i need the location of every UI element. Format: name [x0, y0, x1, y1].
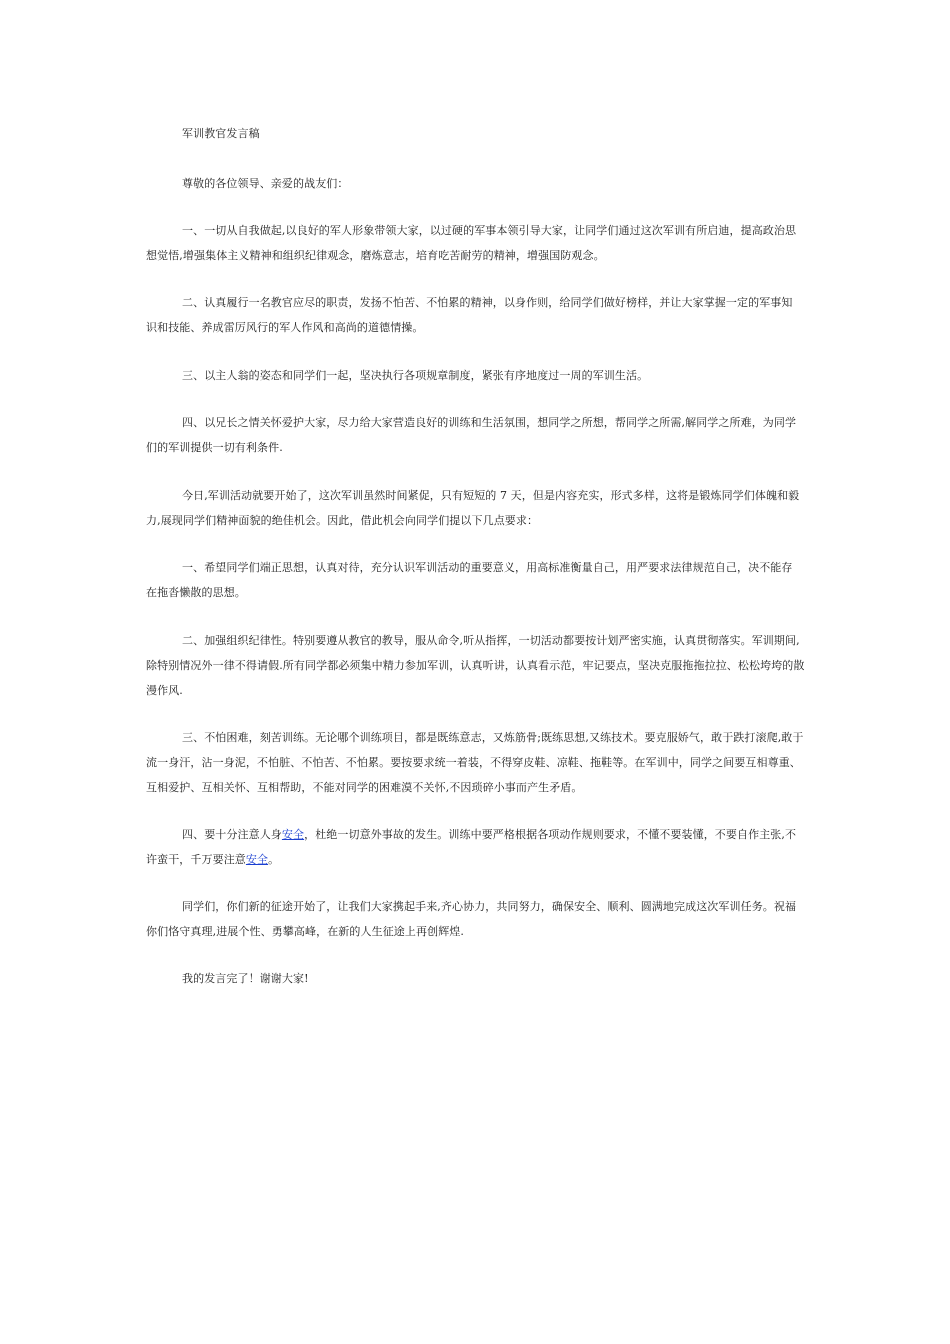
paragraph-7-line-2: 除特别情况外一律不得请假.所有同学都必须集中精力参加军训，认真听讲，认真看示范，牢记要点，坚决克服拖拖拉拉、松松垮垮的散	[146, 659, 805, 672]
paragraph-8-line-1: 三、不怕困难，刻苦训练。无论哪个训练项目，都是既练意志，又炼筋骨;既练思想,又练技术。要克服娇气，敢于跌打滚爬,敢于	[182, 731, 804, 744]
paragraph-9-text-c: 许蛮干，千万要注意	[146, 853, 246, 866]
paragraph-9-text-d: 。	[268, 853, 280, 866]
safety-link-2[interactable]: 安全	[245, 853, 269, 866]
paragraph-4-line-1: 四、以兄长之情关怀爱护大家，尽力给大家营造良好的训练和生活氛围，想同学之所想，帮同学之所需,解同学之所难，为同学	[182, 416, 797, 429]
paragraph-5-line-2: 力,展现同学们精神面貌的绝佳机会。因此，借此机会向同学们提以下几点要求：	[146, 514, 539, 527]
closing-line: 我的发言完了！谢谢大家!	[182, 972, 309, 985]
document-title: 军训教官发言稿	[182, 127, 260, 140]
paragraph-10-line-1: 同学们，你们新的征途开始了，让我们大家携起手来,齐心协力，共同努力，确保安全、顺利、圆满地完成这次军训任务。祝福	[182, 900, 797, 913]
paragraph-8-line-3: 互相爱护、互相关怀、互相帮助，不能对同学的困难漠不关怀,不因琐碎小事而产生矛盾。	[146, 781, 583, 794]
greeting: 尊敬的各位领导、亲爱的战友们：	[182, 177, 349, 190]
paragraph-6-line-2: 在拖沓懒散的思想。	[146, 586, 246, 599]
safety-link[interactable]: 安全	[281, 828, 305, 841]
paragraph-1-line-1: 一、一切从自我做起,以良好的军人形象带领大家，以过硬的军事本领引导大家，让同学们通过这次军训有所启迪，提高政治思	[182, 224, 797, 237]
paragraph-10-line-2: 你们恪守真理,进展个性、勇攀高峰，在新的人生征途上再创辉煌.	[146, 925, 464, 938]
paragraph-9-text-a: 四、要十分注意人身	[182, 828, 282, 841]
paragraph-6-line-1: 一、希望同学们端正思想，认真对待，充分认识军训活动的重要意义，用高标准衡量自己，用严要求法律规范自己，决不能存	[182, 561, 793, 574]
paragraph-5-line-1: 今日,军训活动就要开始了，这次军训虽然时间紧促，只有短短的 7 天，但是内容充实，形式多样，这将是锻炼同学们体魄和毅	[182, 489, 800, 502]
paragraph-7-line-3: 漫作风.	[146, 684, 183, 697]
paragraph-2-line-2: 识和技能、养成雷厉风行的军人作风和高尚的道德情操。	[146, 321, 424, 334]
paragraph-8-line-2: 流一身汗，沾一身泥，不怕脏、不怕苦、不怕累。要按要求统一着装，不得穿皮鞋、凉鞋、拖鞋等。在军训中，同学之间要互相尊重、	[146, 756, 801, 769]
paragraph-4-line-2: 们的军训提供一切有利条件.	[146, 441, 283, 454]
paragraph-7-line-1: 二、加强组织纪律性。特别要遵从教官的教导，服从命令,听从指挥，一切活动都要按计划严密实施，认真贯彻落实。军训期间,	[182, 634, 800, 647]
paragraph-9-line-1	[182, 827, 796, 843]
paragraph-9-text-b: ，杜绝一切意外事故的发生。训练中要严格根据各项动作规则要求，不懂不要装懂，不要自作主张,不	[304, 828, 797, 841]
paragraph-9-line-2	[146, 852, 279, 868]
paragraph-3-line-1: 三、以主人翁的姿态和同学们一起，坚决执行各项规章制度，紧张有序地度过一周的军训生活。	[182, 369, 649, 382]
paragraph-1-line-2: 想觉悟,增强集体主义精神和组织纪律观念，磨炼意志，培育吃苦耐劳的精神，增强国防观念。	[146, 249, 605, 262]
paragraph-2-line-1: 二、认真履行一名教官应尽的职责，发扬不怕苦、不怕累的精神，以身作则，给同学们做好榜样，并让大家掌握一定的军事知	[182, 296, 793, 309]
